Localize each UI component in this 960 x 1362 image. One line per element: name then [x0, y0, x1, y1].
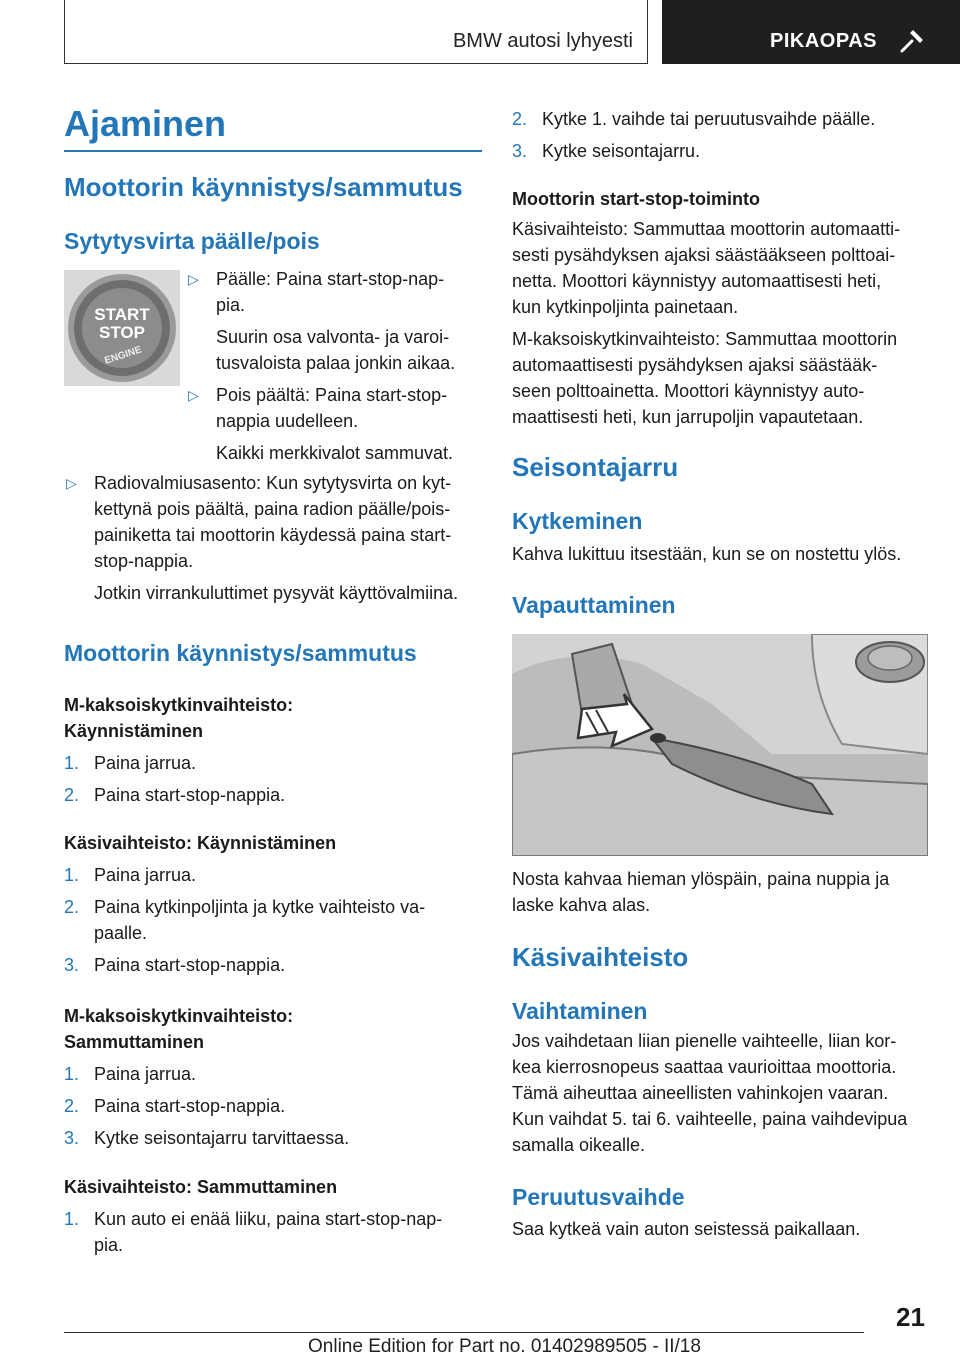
subheading-ignition: Sytytysvirta päälle/pois: [64, 228, 320, 254]
paragraph-line: Jos vaihdetaan liian pienelle vaihteelle, liian kor-: [512, 1031, 897, 1051]
subheading-releasing: Vapauttaminen: [512, 592, 676, 618]
header-tab: [662, 0, 960, 64]
procedure-block: [64, 1174, 482, 1258]
wrench-icon: [898, 27, 926, 55]
step-text: Paina kytkinpoljinta ja kytke vaihteisto va-: [94, 897, 426, 917]
paragraph-line: kun kytkinpoljinta painetaan.: [512, 297, 739, 317]
step-text: pia.: [94, 1235, 124, 1255]
header-section-title: BMW autosi lyhyesti: [452, 30, 633, 52]
list-item: [512, 106, 932, 132]
bullet-text: stop-nappia.: [94, 551, 194, 571]
procedure-block: [64, 1003, 482, 1151]
continued-steps: [512, 106, 932, 164]
bullet-note: tusvaloista palaa jonkin aikaa.: [216, 353, 456, 373]
ignition-bullets: [186, 266, 486, 466]
list-item: [64, 862, 482, 888]
paragraph-line: Tämä aiheuttaa aineellisten vahinkojen vaaran.: [512, 1083, 889, 1103]
shifting-text: [512, 1028, 932, 1158]
step-text: paalle.: [94, 923, 148, 943]
procedure-heading: Käynnistäminen: [64, 721, 204, 741]
step-number: 2.: [64, 897, 80, 917]
paragraph-line: M-kaksoiskytkinvaihteisto: Sammuttaa moottorin: [512, 329, 898, 349]
step-text: Paina start-stop-nappia.: [94, 785, 286, 805]
step-number: 1.: [64, 1064, 80, 1084]
footer-rule: [64, 1332, 864, 1333]
triangle-bullet-icon: ▷: [188, 271, 199, 287]
start-stop-button-graphic: [64, 270, 180, 386]
step-text: Kytke seisontajarru.: [542, 141, 701, 161]
paragraph-line: sesti pysähdyksen ajaksi säästääkseen polttoai-: [512, 245, 896, 265]
list-item: [64, 1125, 482, 1151]
header-box: [64, 0, 648, 64]
list-item: [64, 1061, 482, 1087]
step-number: 3.: [512, 141, 528, 161]
start-stop-button-image: [64, 270, 180, 386]
procedure-heading: Käsivaihteisto: Käynnistäminen: [64, 833, 337, 853]
list-item: [64, 470, 482, 606]
procedure-heading: M-kaksoiskytkinvaihteisto:: [64, 695, 294, 715]
start-stop-section: [512, 186, 932, 430]
list-item: [64, 782, 482, 808]
list-item: [64, 894, 482, 946]
paragraph-line: samalla oikealle.: [512, 1135, 646, 1155]
section-heading-2: Moottorin käynnistys/sammutus: [64, 640, 417, 666]
step-number: 2.: [64, 1096, 80, 1116]
section-heading-parking-brake: Seisontajarru: [512, 452, 679, 482]
bullet-text: kettynä pois päältä, paina radion päälle/pois-: [94, 499, 451, 519]
paragraph-line: netta. Moottori käynnistyy automaattisesti heti,: [512, 271, 882, 291]
list-item: [64, 1206, 482, 1258]
paragraph-line: Käsivaihteisto: Sammuttaa moottorin automaatti-: [512, 219, 901, 239]
bullet-text: Pois päältä: Paina start-stop-: [216, 385, 448, 405]
step-number: 3.: [64, 1128, 80, 1148]
subheading-engaging: Kytkeminen: [512, 508, 643, 534]
reverse-gear-text: Saa kytkeä vain auton seistessä paikallaan.: [512, 1219, 861, 1239]
triangle-bullet-icon: ▷: [188, 387, 199, 403]
triangle-bullet-icon: ▷: [66, 475, 77, 491]
button-label-start: START: [94, 305, 150, 324]
footer-edition: Online Edition for Part no. 01402989505 - II/18: [308, 1336, 701, 1357]
step-number: 1.: [64, 753, 80, 773]
step-number: 3.: [64, 955, 80, 975]
paragraph-line: laske kahva alas.: [512, 895, 651, 915]
title-rule: [64, 150, 482, 152]
step-text: Paina jarrua.: [94, 1064, 197, 1084]
procedure-block: [64, 830, 482, 978]
section-heading-manual-gearbox: Käsivaihteisto: [512, 942, 689, 972]
engaging-text: Kahva lukittuu itsestään, kun se on nostettu ylös.: [512, 544, 902, 564]
step-text: Paina jarrua.: [94, 865, 197, 885]
procedure-heading: Sammuttaminen: [64, 1032, 205, 1052]
page-title: Ajaminen: [64, 103, 227, 144]
paragraph-line: Nosta kahvaa hieman ylöspäin, paina nuppia ja: [512, 869, 890, 889]
list-item: [512, 138, 932, 164]
step-number: 2.: [512, 109, 528, 129]
list-item: [64, 750, 482, 776]
step-number: 1.: [64, 865, 80, 885]
list-item: [64, 1093, 482, 1119]
button-label-engine: ENGINE: [103, 344, 144, 367]
step-text: Paina start-stop-nappia.: [94, 955, 286, 975]
bullet-text: Päälle: Paina start-stop-nap-: [216, 269, 445, 289]
list-item: [64, 952, 482, 978]
procedure-heading: Käsivaihteisto: Sammuttaminen: [64, 1177, 338, 1197]
list-item: [186, 266, 486, 376]
step-text: Paina jarrua.: [94, 753, 197, 773]
bullet-note: Jotkin virrankuluttimet pysyvät käyttövalmiina.: [94, 583, 459, 603]
parking-brake-illustration: [512, 634, 928, 856]
bullet-text: Radiovalmiusasento: Kun sytytysvirta on kyt-: [94, 473, 452, 493]
list-item: [186, 382, 486, 466]
step-text: Kun auto ei enää liiku, paina start-stop-nap-: [94, 1209, 443, 1229]
bullet-note: Suurin osa valvonta- ja varoi-: [216, 327, 450, 347]
step-number: 1.: [64, 1209, 80, 1229]
bullet-text: pia.: [216, 295, 246, 315]
paragraph-line: automaattisesti pysähdyksen ajaksi säästääk-: [512, 355, 878, 375]
radio-bullet: [64, 470, 482, 606]
paragraph-line: maattisesti heti, kun jarrupoljin vapautetaan.: [512, 407, 864, 427]
bullet-text: nappia uudelleen.: [216, 411, 359, 431]
procedure-heading: M-kaksoiskytkinvaihteisto:: [64, 1006, 294, 1026]
step-number: 2.: [64, 785, 80, 805]
button-label-stop: STOP: [99, 323, 145, 342]
parking-brake-image: [512, 634, 928, 856]
step-text: Paina start-stop-nappia.: [94, 1096, 286, 1116]
procedure-block: [64, 692, 482, 808]
section-heading-1: Moottorin käynnistys/sammutus: [64, 172, 463, 202]
page-number: 21: [896, 1302, 925, 1332]
paragraph-line: Kun vaihdat 5. tai 6. vaihteelle, paina vaihdevipua: [512, 1109, 908, 1129]
procedure-heading: Moottorin start-stop-toiminto: [512, 189, 760, 209]
bullet-note: Kaikki merkkivalot sammuvat.: [216, 443, 454, 463]
paragraph-line: seen polttoainetta. Moottori käynnistyy auto-: [512, 381, 865, 401]
subheading-shifting: Vaihtaminen: [512, 998, 648, 1024]
releasing-text: [512, 866, 932, 918]
paragraph-line: kea kierrosnopeus saattaa vaurioittaa moottoria.: [512, 1057, 897, 1077]
subheading-reverse-gear: Peruutusvaihde: [512, 1184, 685, 1210]
header-tab-title: PIKAOPAS: [770, 30, 877, 52]
step-text: Kytke 1. vaihde tai peruutusvaihde päälle.: [542, 109, 876, 129]
step-text: Kytke seisontajarru tarvittaessa.: [94, 1128, 350, 1148]
bullet-text: painiketta tai moottorin käydessä paina start-: [94, 525, 452, 545]
